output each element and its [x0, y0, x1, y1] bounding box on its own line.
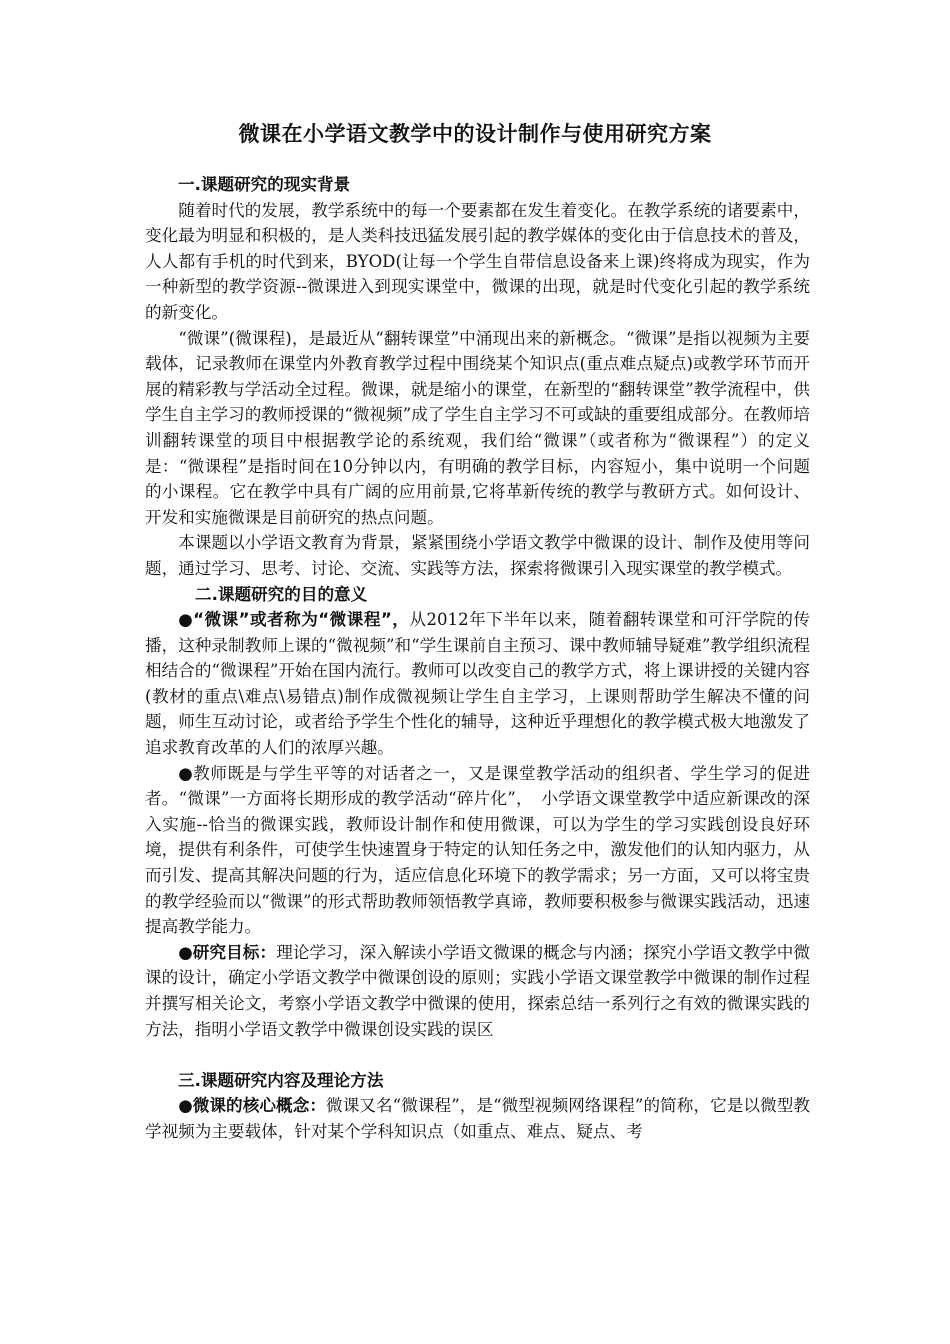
blank-line [145, 1042, 810, 1068]
bullet-lead: ●微课的核心概念： [178, 1096, 327, 1116]
paragraph [145, 940, 810, 1042]
section-heading-1: 一.课题研究的现实背景 [178, 175, 351, 194]
document-body [145, 172, 810, 1145]
paragraph: 本课题以小学语文教育为背景，紧紧围绕小学语文教学中微课的设计、制作及使用等问题，通过学习、思考、讨论、交流、实践等方法，探索将微课引入现实课堂的教学模式。 [145, 533, 810, 578]
paragraph [145, 607, 810, 761]
paragraph [145, 1093, 810, 1144]
section-heading-2: 二.课题研究的目的意义 [195, 584, 368, 604]
bullet-lead: ●研究目标： [178, 942, 277, 962]
document-title: 微课在小学语文教学中的设计制作与使用研究方案 [238, 122, 712, 146]
paragraph-text: 微课又名“微课程”，是“微型视频网络课程”的简称，它是以微型教学视频为主要载体，针对某个学科知识点（如重点、难点、疑点、考 [145, 1096, 811, 1141]
paragraph: “微课”(微课程)，是最近从“翻转课堂”中涌现出来的新概念。“微课”是指以视频为主要载体，记录教师在课堂内外教育教学过程中围绕某个知识点(重点难点疑点)或教学环节而开展的精彩教与学活动全过程。微课，就是缩小的课堂，在新型的“翻转课堂”教学流程中，供学生自主学习的教师授课的“微视频”成了学生自主学习不可或缺的重要组成部分。在教师培训翻转课堂的项目中根据教学论的系统观，我们给“微课”（或者称为“微课程”）的定义是：“微课程”是指时间在10分钟以内，有明确的教学目标，内容短小，集中说明一个问题的小课程。它在教学中具有广阔的应用前景,它将革新传统的教学与教研方式。如何设计、开发和实施微课是目前研究的热点问题。 [145, 328, 810, 527]
paragraph-text: 理论学习，深入解读小学语文微课的概念与内涵；探究小学语文教学中微课的设计，确定小学语文教学中微课创设的原则；实践小学语文课堂教学中微课的制作过程并撰写相关论文，考察小学语文教学中微课的使用，探索总结一系列行之有效的微课实践的方法，指明小学语文教学中微课创设实践的误区 [145, 942, 811, 1039]
paragraph-text: 从2012年下半年以来，随着翻转课堂和可汗学院的传播，这种录制教师上课的“微视频”和“学生课前自主预习、课中教师辅导疑难”教学组织流程相结合的“微课程”开始在国内流行。教师可以改变自己的教学方式，将上课讲授的关键内容(教材的重点\难点\易错点)制作成微视频让学生自主学习，上课则帮助学生解决不懂的问题，师生互动讨论，或者给予学生个性化的辅导，这种近乎理想化的教学模式极大地激发了追求教育改革的人们的浓厚兴趣。 [145, 610, 810, 758]
paragraph: 随着时代的发展，教学系统中的每一个要素都在发生着变化。在教学系统的诸要素中，变化最为明显和积极的，是人类科技迅猛发展引起的教学媒体的变化由于信息技术的普及，人人都有手机的时代到来，BYOD(让每一个学生自带信息设备来上课)终将成为现实，作为一种新型的教学资源--微课进入到现实课堂中，微课的出现，就是时代变化引起的教学系统的新变化。 [145, 200, 810, 322]
paragraph: ●教师既是与学生平等的对话者之一，又是课堂教学活动的组织者、学生学习的促进者。“微课”一方面将长期形成的教学活动“碎片化”， 小学语文课堂教学中适应新课改的深入实施--恰当的微课实践，教师设计制作和使用微课，可以为学生的学习实践创设良好环境，提供有利条件，可使学生快速置身于特定的认知任务之中，激发他们的认知内驱力，从而引发、提高其解决问题的行为，适应信息化环境下的教学需求；另一方面，又可以将宝贵的教学经验而以“微课”的形式帮助教师领悟教学真谛，教师要积极参与微课实践活动，迅速提高教学能力。 [145, 763, 810, 937]
section-heading-3: 三.课题研究内容及理论方法 [178, 1070, 384, 1090]
bullet-lead: ●“微课”或者称为“微课程”， [178, 610, 410, 630]
